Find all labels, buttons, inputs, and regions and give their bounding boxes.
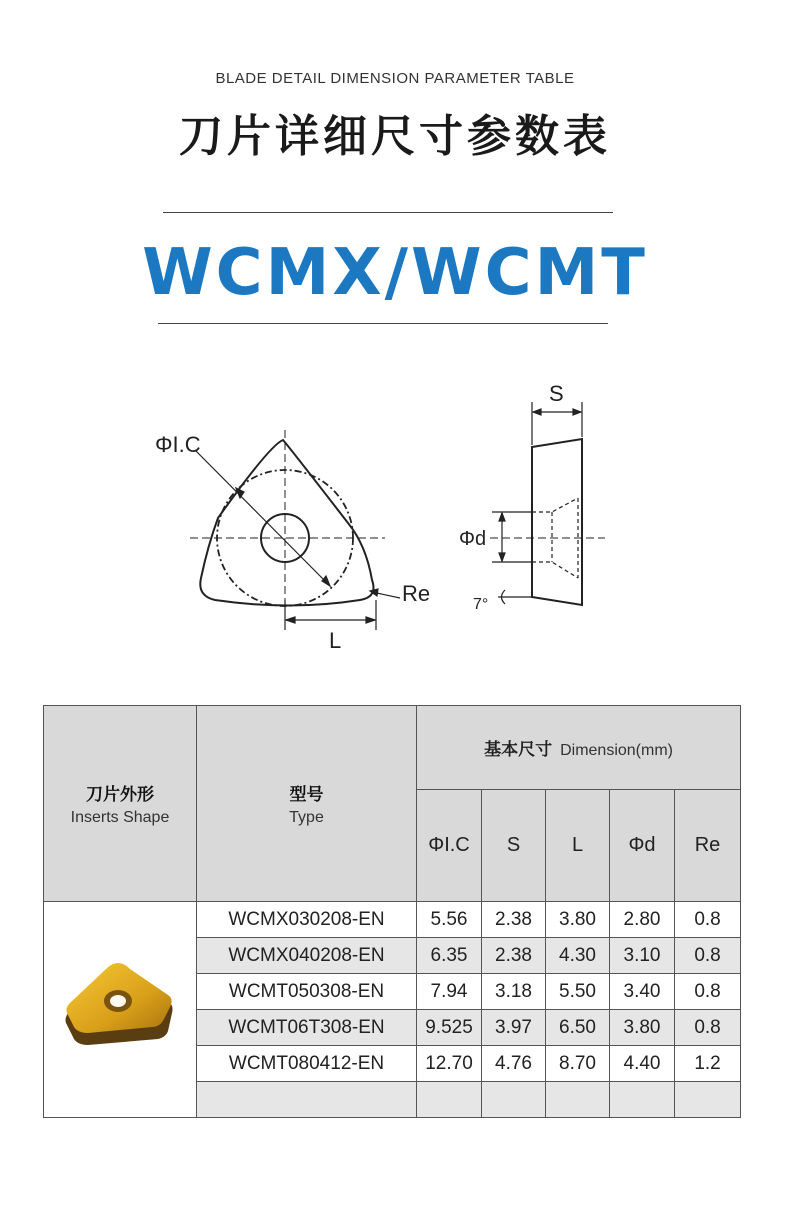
- insert-side-view: [532, 439, 582, 605]
- col-s: S: [482, 790, 546, 902]
- cell-d: 3.10: [610, 938, 675, 974]
- label-d: Φd: [459, 528, 487, 550]
- cell-re: 0.8: [675, 938, 741, 974]
- label-re: Re: [402, 581, 431, 606]
- cell-s: 3.97: [482, 1010, 546, 1046]
- d-dimension: [492, 512, 532, 562]
- subtitle: BLADE DETAIL DIMENSION PARAMETER TABLE: [215, 70, 575, 87]
- cell-ic: 9.525: [417, 1010, 482, 1046]
- angle-indicator: [498, 590, 532, 604]
- cell-type: WCMX030208-EN: [197, 902, 417, 938]
- cell-re: 0.8: [675, 902, 741, 938]
- label-ic: ΦI.C: [155, 432, 201, 457]
- type-header-en: Type: [289, 809, 324, 826]
- cell-s: [482, 1082, 546, 1118]
- insert-front-view: [200, 440, 373, 606]
- dimension-header-cn: 基本尺寸: [484, 740, 553, 759]
- model-name: WCMX/WCMT: [142, 236, 648, 310]
- divider-bottom: [158, 323, 608, 324]
- cell-d: 4.40: [610, 1046, 675, 1082]
- col-ic: ΦI.C: [417, 790, 482, 902]
- cell-l: 5.50: [546, 974, 610, 1010]
- table-row: [44, 902, 741, 938]
- ic-dimension-arrow: [195, 450, 330, 586]
- cell-type: WCMX040208-EN: [197, 938, 417, 974]
- type-header: [197, 706, 417, 902]
- cell-ic: [417, 1082, 482, 1118]
- col-l: L: [546, 790, 610, 902]
- cell-re: 0.8: [675, 974, 741, 1010]
- cell-l: 3.80: [546, 902, 610, 938]
- cell-type: WCMT06T308-EN: [197, 1010, 417, 1046]
- cell-l: 6.50: [546, 1010, 610, 1046]
- dimension-table: [43, 705, 741, 1118]
- cell-type: WCMT080412-EN: [197, 1046, 417, 1082]
- cell-s: 4.76: [482, 1046, 546, 1082]
- cell-s: 3.18: [482, 974, 546, 1010]
- cell-s: 2.38: [482, 902, 546, 938]
- dimension-header: [417, 706, 741, 790]
- shape-header-en: Inserts Shape: [70, 809, 170, 826]
- cell-re: 0.8: [675, 1010, 741, 1046]
- page-title: 刀片详细尺寸参数表: [179, 111, 611, 162]
- cell-s: 2.38: [482, 938, 546, 974]
- cell-d: [610, 1082, 675, 1118]
- cell-ic: 7.94: [417, 974, 482, 1010]
- shape-header-cn: 刀片外形: [86, 785, 154, 804]
- cell-d: 2.80: [610, 902, 675, 938]
- cell-re: [675, 1082, 741, 1118]
- cell-d: 3.80: [610, 1010, 675, 1046]
- cell-re: 1.2: [675, 1046, 741, 1082]
- cell-type: WCMT050308-EN: [197, 974, 417, 1010]
- label-angle: 7°: [473, 596, 489, 613]
- cell-l: 4.30: [546, 938, 610, 974]
- cell-d: 3.40: [610, 974, 675, 1010]
- cell-type: [197, 1082, 417, 1118]
- dimension-header-en: Dimension(mm): [560, 742, 673, 759]
- cell-l: 8.70: [546, 1046, 610, 1082]
- cell-ic: 5.56: [417, 902, 482, 938]
- insert-shape-image: [44, 902, 197, 1118]
- divider-top: [163, 212, 613, 213]
- cell-ic: 12.70: [417, 1046, 482, 1082]
- re-leader: [370, 589, 400, 598]
- col-re: Re: [675, 790, 741, 902]
- col-d: Φd: [610, 790, 675, 902]
- shape-header: [44, 706, 197, 902]
- label-l: L: [329, 628, 342, 653]
- s-dimension: [532, 402, 582, 445]
- insert-photo-icon: [60, 957, 180, 1057]
- label-s: S: [549, 381, 564, 406]
- cell-l: [546, 1082, 610, 1118]
- cell-ic: 6.35: [417, 938, 482, 974]
- insert-diagram: [140, 370, 620, 660]
- type-header-cn: 型号: [289, 785, 324, 804]
